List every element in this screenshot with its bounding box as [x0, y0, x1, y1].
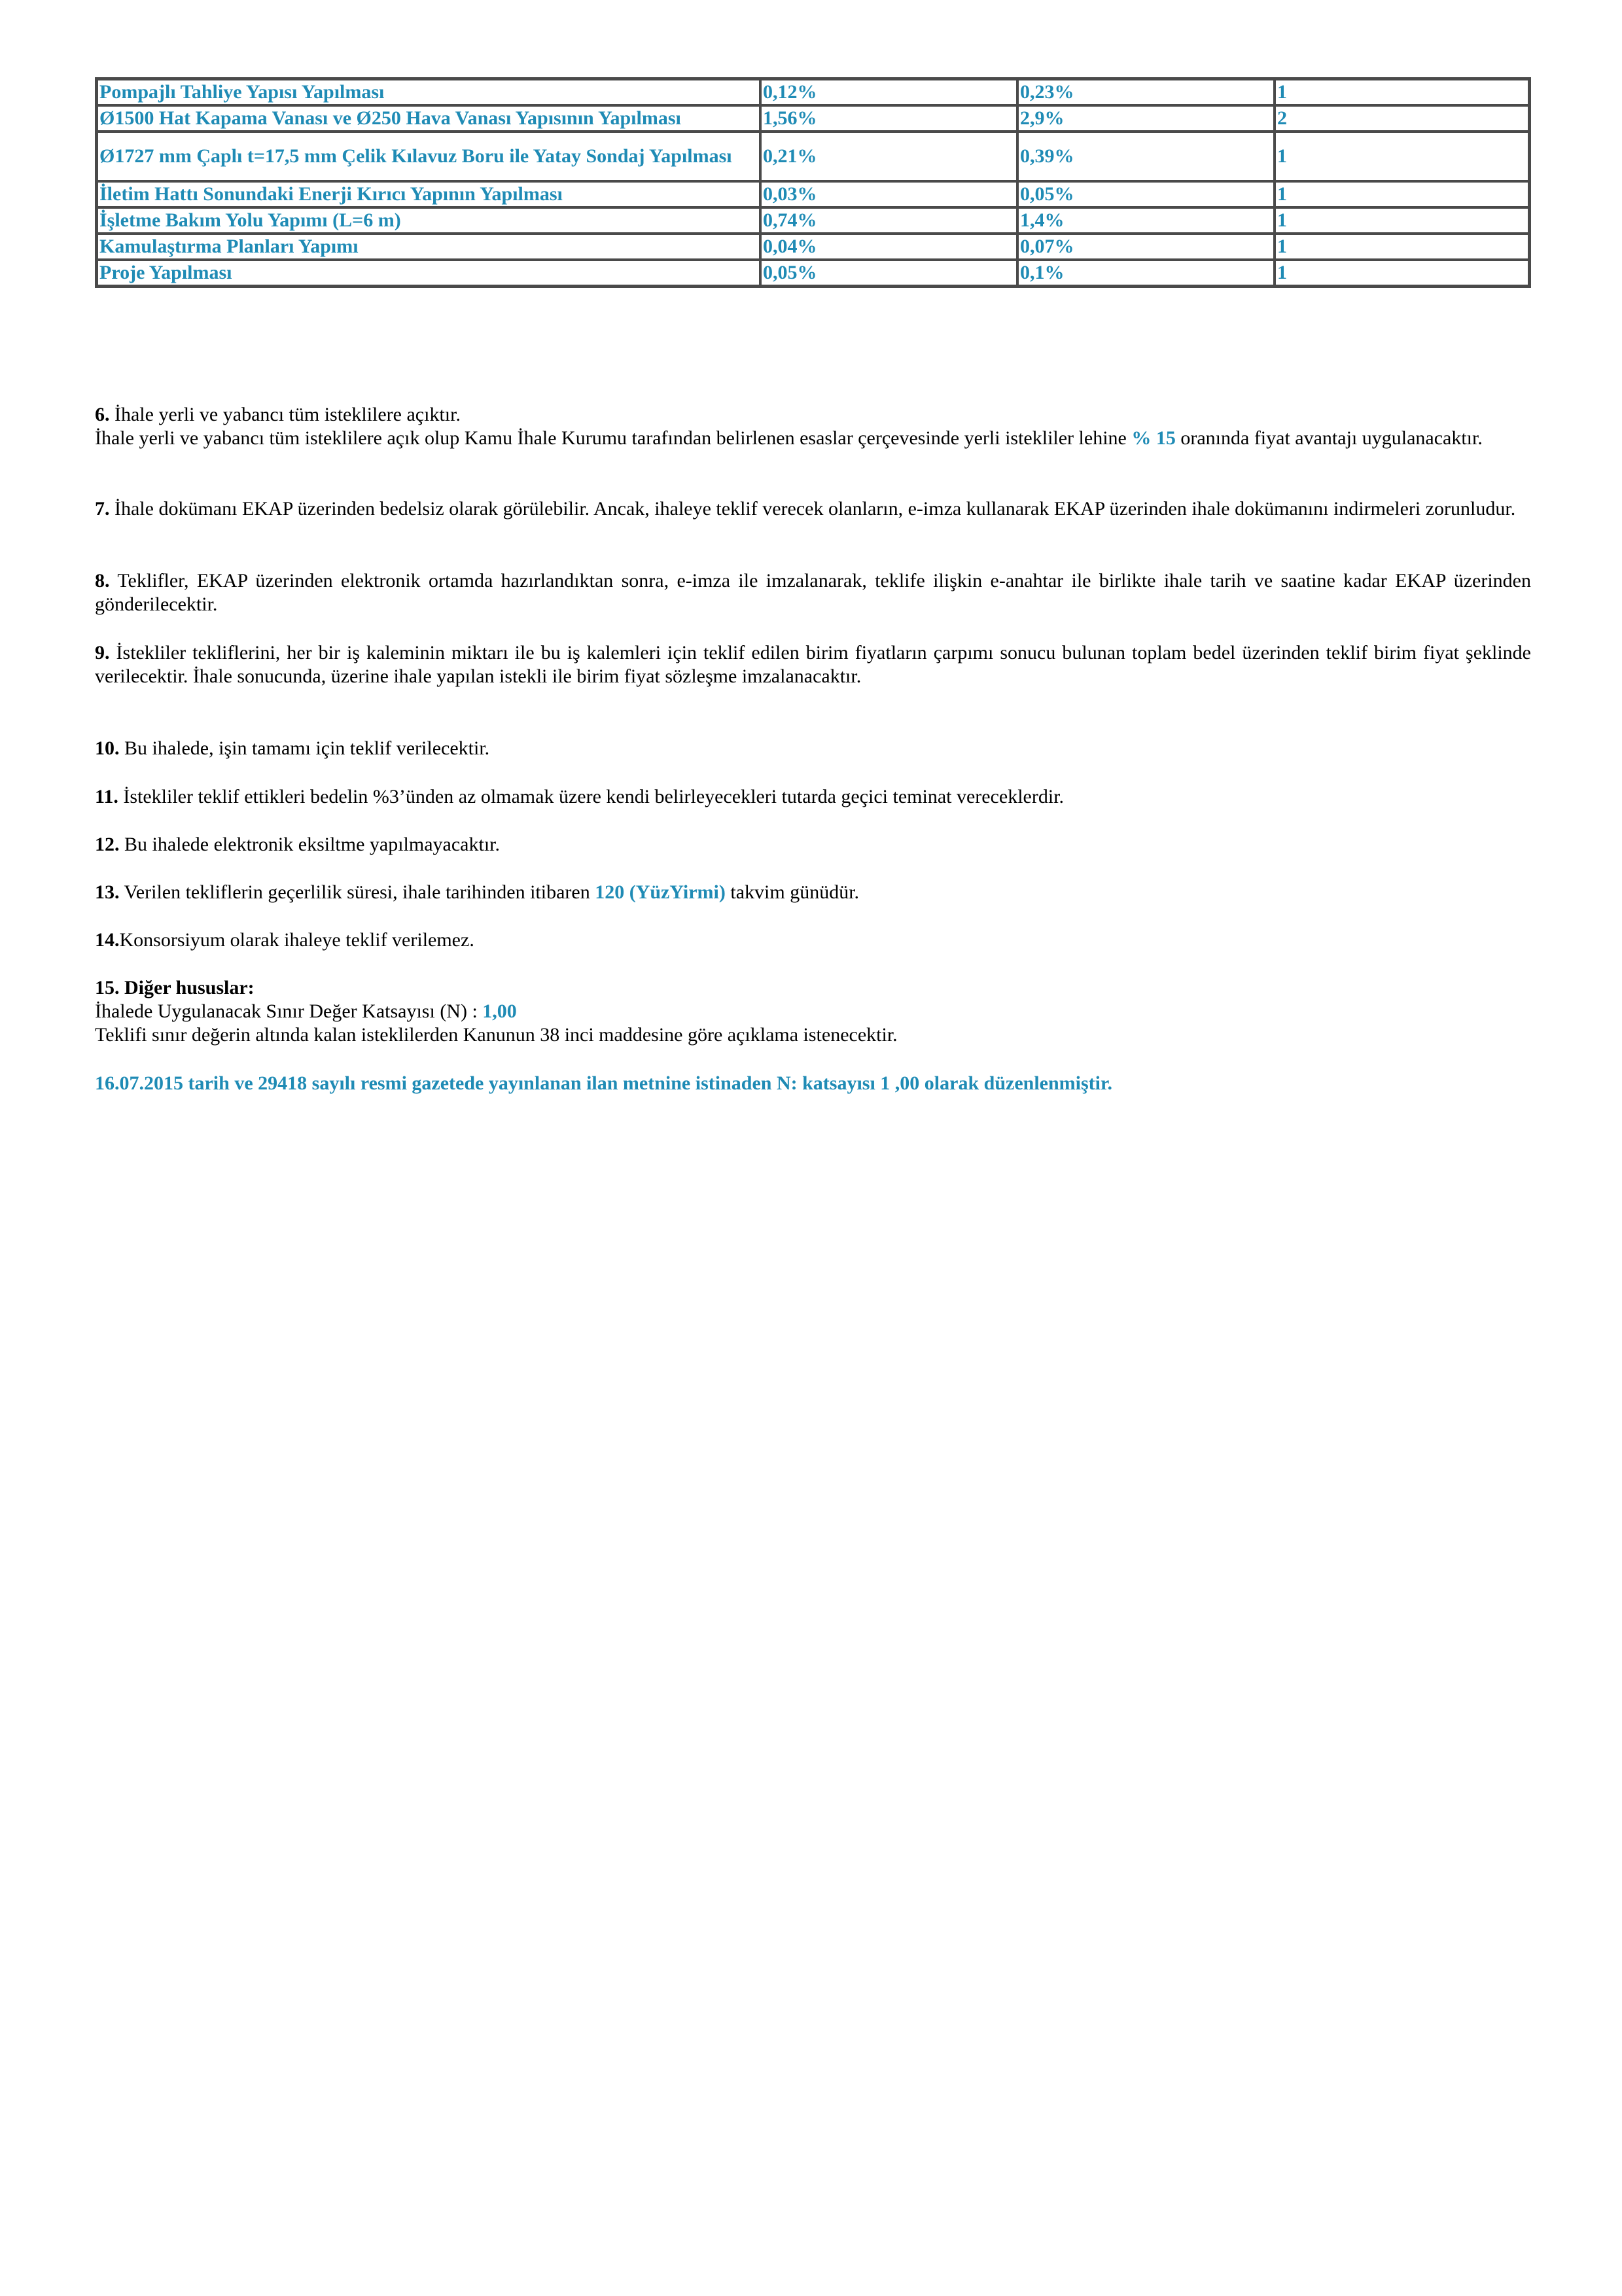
price-advantage-value: % 15 [1131, 427, 1176, 449]
clause-number: 11. [95, 786, 118, 807]
item-name: Ø1727 mm Çaplı t=17,5 mm Çelik Kılavuz Boru ile Yatay Sondaj Yapılması [97, 132, 760, 181]
item-count: 1 [1275, 181, 1529, 207]
clause-text: Konsorsiyum olarak ihaleye teklif verilemez. [119, 929, 474, 951]
item-count: 1 [1275, 234, 1529, 260]
clause-text: Verilen tekliflerin geçerlilik süresi, ihale tarihinden itibaren [119, 881, 595, 903]
table-row [97, 132, 1529, 181]
clause-text: takvim günüdür. [725, 881, 860, 903]
item-count: 2 [1275, 105, 1529, 132]
item-max-ratio: 0,1% [1017, 260, 1275, 286]
table-row [97, 207, 1529, 234]
clause-8 [95, 569, 1531, 616]
clause-text: oranında fiyat avantajı uygulanacaktır. [1175, 427, 1483, 449]
clause-10 [95, 737, 1531, 760]
item-count: 1 [1275, 79, 1529, 105]
clause-9 [95, 641, 1531, 688]
clause-12 [95, 833, 1531, 857]
item-max-ratio: 0,39% [1017, 132, 1275, 181]
clause-number: 13. [95, 881, 120, 903]
table-row [97, 105, 1529, 132]
item-name: Proje Yapılması [97, 260, 760, 286]
clause-text: Teklifler, EKAP üzerinden elektronik ortamda hazırlandıktan sonra, e-imza ile imzalanarak, teklife ilişkin e-anahtar ile birlikte ihale tarih ve saatine kadar EKAP üzerinden gönderilecektir. [95, 570, 1531, 615]
clause-text: Bu ihalede, işin tamamı için teklif verilecektir. [119, 737, 490, 759]
item-max-ratio: 2,9% [1017, 105, 1275, 132]
item-name: Kamulaştırma Planları Yapımı [97, 234, 760, 260]
work-items-table [95, 77, 1531, 288]
clause-number: 10. [95, 737, 120, 759]
clause-14 [95, 928, 1531, 952]
clause-15 [95, 976, 1531, 1047]
clause-text: İhale yerli ve yabancı tüm isteklilere açıktır. [109, 404, 461, 425]
clause-text: İhale dokümanı EKAP üzerinden bedelsiz olarak görülebilir. Ancak, ihaleye teklif verecek olanların, e-imza kullanarak EKAP üzerinden ihale dokümanını indirmeleri zorunludur. [109, 498, 1516, 520]
clause-13 [95, 881, 1531, 904]
clause-text: Teklifi sınır değerin altında kalan isteklilerden Kanunun 38 inci maddesine göre açıklama istenecektir. [95, 1024, 898, 1046]
clause-number: 12. [95, 834, 120, 855]
n-coefficient-value: 1,00 [482, 1000, 517, 1022]
clause-6 [95, 403, 1531, 450]
item-name: Ø1500 Hat Kapama Vanası ve Ø250 Hava Vanası Yapısının Yapılması [97, 105, 760, 132]
item-max-ratio: 1,4% [1017, 207, 1275, 234]
clause-text: İhalede Uygulanacak Sınır Değer Katsayısı (N) : [95, 1000, 483, 1022]
table-row [97, 79, 1529, 105]
item-min-ratio: 1,56% [760, 105, 1017, 132]
item-max-ratio: 0,07% [1017, 234, 1275, 260]
item-max-ratio: 0,05% [1017, 181, 1275, 207]
clause-number: 14. [95, 929, 120, 951]
clause-7 [95, 497, 1531, 521]
item-min-ratio: 0,21% [760, 132, 1017, 181]
final-note-text: 16.07.2015 tarih ve 29418 sayılı resmi gazetede yayınlanan ilan metnine istinaden N: katsayısı 1 ,00 olarak düzenlenmiştir. [95, 1072, 1113, 1094]
clause-number: 7. [95, 498, 110, 520]
item-min-ratio: 0,03% [760, 181, 1017, 207]
table-row [97, 260, 1529, 286]
item-count: 1 [1275, 132, 1529, 181]
item-count: 1 [1275, 260, 1529, 286]
item-max-ratio: 0,23% [1017, 79, 1275, 105]
item-min-ratio: 0,74% [760, 207, 1017, 234]
clause-number: 6. [95, 404, 110, 425]
clause-text: İstekliler tekliflerini, her bir iş kaleminin miktarı ile bu iş kalemleri için teklif edilen birim fiyatların çarpımı sonucu bulunan toplam bedel üzerinden teklif birim fiyat şeklinde verilecektir. İhale sonucunda, üzerine ihale yapılan istekli ile birim fiyat sözleşme imzalanacaktır. [95, 642, 1531, 687]
item-min-ratio: 0,12% [760, 79, 1017, 105]
item-min-ratio: 0,05% [760, 260, 1017, 286]
clause-number: 8. [95, 570, 110, 592]
item-count: 1 [1275, 207, 1529, 234]
item-name: İletim Hattı Sonundaki Enerji Kırıcı Yapının Yapılması [97, 181, 760, 207]
item-name: Pompajlı Tahliye Yapısı Yapılması [97, 79, 760, 105]
document-page [95, 77, 1531, 1094]
validity-days-value: 120 (YüzYirmi) [595, 881, 726, 903]
clause-number: 9. [95, 642, 110, 663]
table-row [97, 181, 1529, 207]
item-name: İşletme Bakım Yolu Yapımı (L=6 m) [97, 207, 760, 234]
clause-title: 15. Diğer hususlar: [95, 977, 255, 998]
clause-text: Bu ihalede elektronik eksiltme yapılmayacaktır. [119, 834, 500, 855]
table-row [97, 234, 1529, 260]
clause-text: İstekliler teklif ettikleri bedelin %3’ünden az olmamak üzere kendi belirleyecekleri tutarda geçici teminat vereceklerdir. [118, 786, 1065, 807]
clause-text: İhale yerli ve yabancı tüm isteklilere açık olup Kamu İhale Kurumu tarafından belirlenen esaslar çerçevesinde yerli istekliler lehine [95, 427, 1132, 449]
clause-11 [95, 785, 1531, 809]
final-note [95, 1072, 1531, 1095]
item-min-ratio: 0,04% [760, 234, 1017, 260]
